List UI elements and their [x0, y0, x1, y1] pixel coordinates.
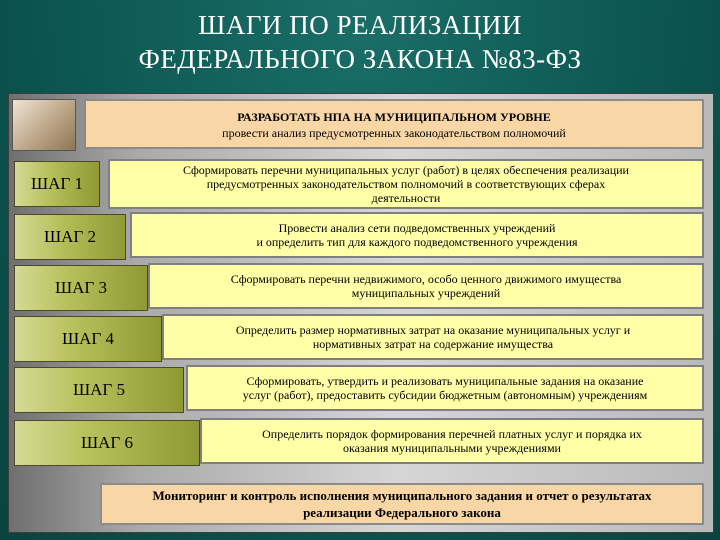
step-4-text: Определить размер нормативных затрат на оказание муниципальных услуг и нормативных затрат на содержание имущества: [235, 323, 631, 351]
step-2-label: [14, 214, 126, 260]
top-box-subtext: провести анализ предусмотренных законодательством полномочий: [222, 126, 566, 140]
step-2-label-text: ШАГ 2: [43, 227, 96, 246]
step-5-description: [186, 365, 704, 411]
step-3-description: [148, 263, 704, 309]
step-5-label: [14, 367, 184, 413]
step-2-text: Провести анализ сети подведомственных учреждений и определить тип для каждого подведомственного учреждения: [256, 221, 578, 249]
slide-title: [0, 8, 720, 76]
step-6-description: [200, 418, 704, 464]
top-box-heading: РАЗРАБОТАТЬ НПА НА МУНИЦИПАЛЬНОМ УРОВНЕ: [237, 110, 551, 124]
title-line-2: ФЕДЕРАЛЬНОГО ЗАКОНА №83-ФЗ: [138, 44, 582, 74]
step-3-label-text: ШАГ 3: [54, 278, 107, 297]
corner-decoration: [12, 99, 76, 151]
bottom-box-text: Мониторинг и контроль исполнения муниципального задания и отчет о результатах реализации Федерального закона: [152, 488, 652, 520]
step-4-description: [162, 314, 704, 360]
step-5-label-text: ШАГ 5: [72, 380, 125, 399]
step-4-label-text: ШАГ 4: [61, 329, 114, 348]
step-1-text: Сформировать перечни муниципальных услуг (работ) в целях обеспечения реализации предусмотренных законодательством полномочий в соответствующих сферах деятельности: [183, 163, 629, 205]
title-line-1: ШАГИ ПО РЕАЛИЗАЦИИ: [198, 10, 522, 40]
step-6-text: Определить порядок формирования перечней платных услуг и порядка их оказания муниципальными учреждениями: [262, 427, 642, 455]
bottom-box: [100, 483, 704, 525]
step-3-text: Сформировать перечни недвижимого, особо ценного движимого имущества муниципальных учреждений: [230, 272, 622, 300]
step-6-label-text: ШАГ 6: [80, 433, 133, 452]
step-2-description: [130, 212, 704, 258]
step-5-text: Сформировать, утвердить и реализовать муниципальные задания на оказание услуг (работ), предоставить субсидии бюджетным (автономным) учреждениям: [242, 374, 648, 402]
step-3-label: [14, 265, 148, 311]
top-box: [84, 99, 704, 149]
step-6-label: [14, 420, 200, 466]
step-1-label: [14, 161, 100, 207]
step-4-label: [14, 316, 162, 362]
step-1-description: [108, 159, 704, 209]
step-1-label-text: ШАГ 1: [30, 174, 83, 193]
